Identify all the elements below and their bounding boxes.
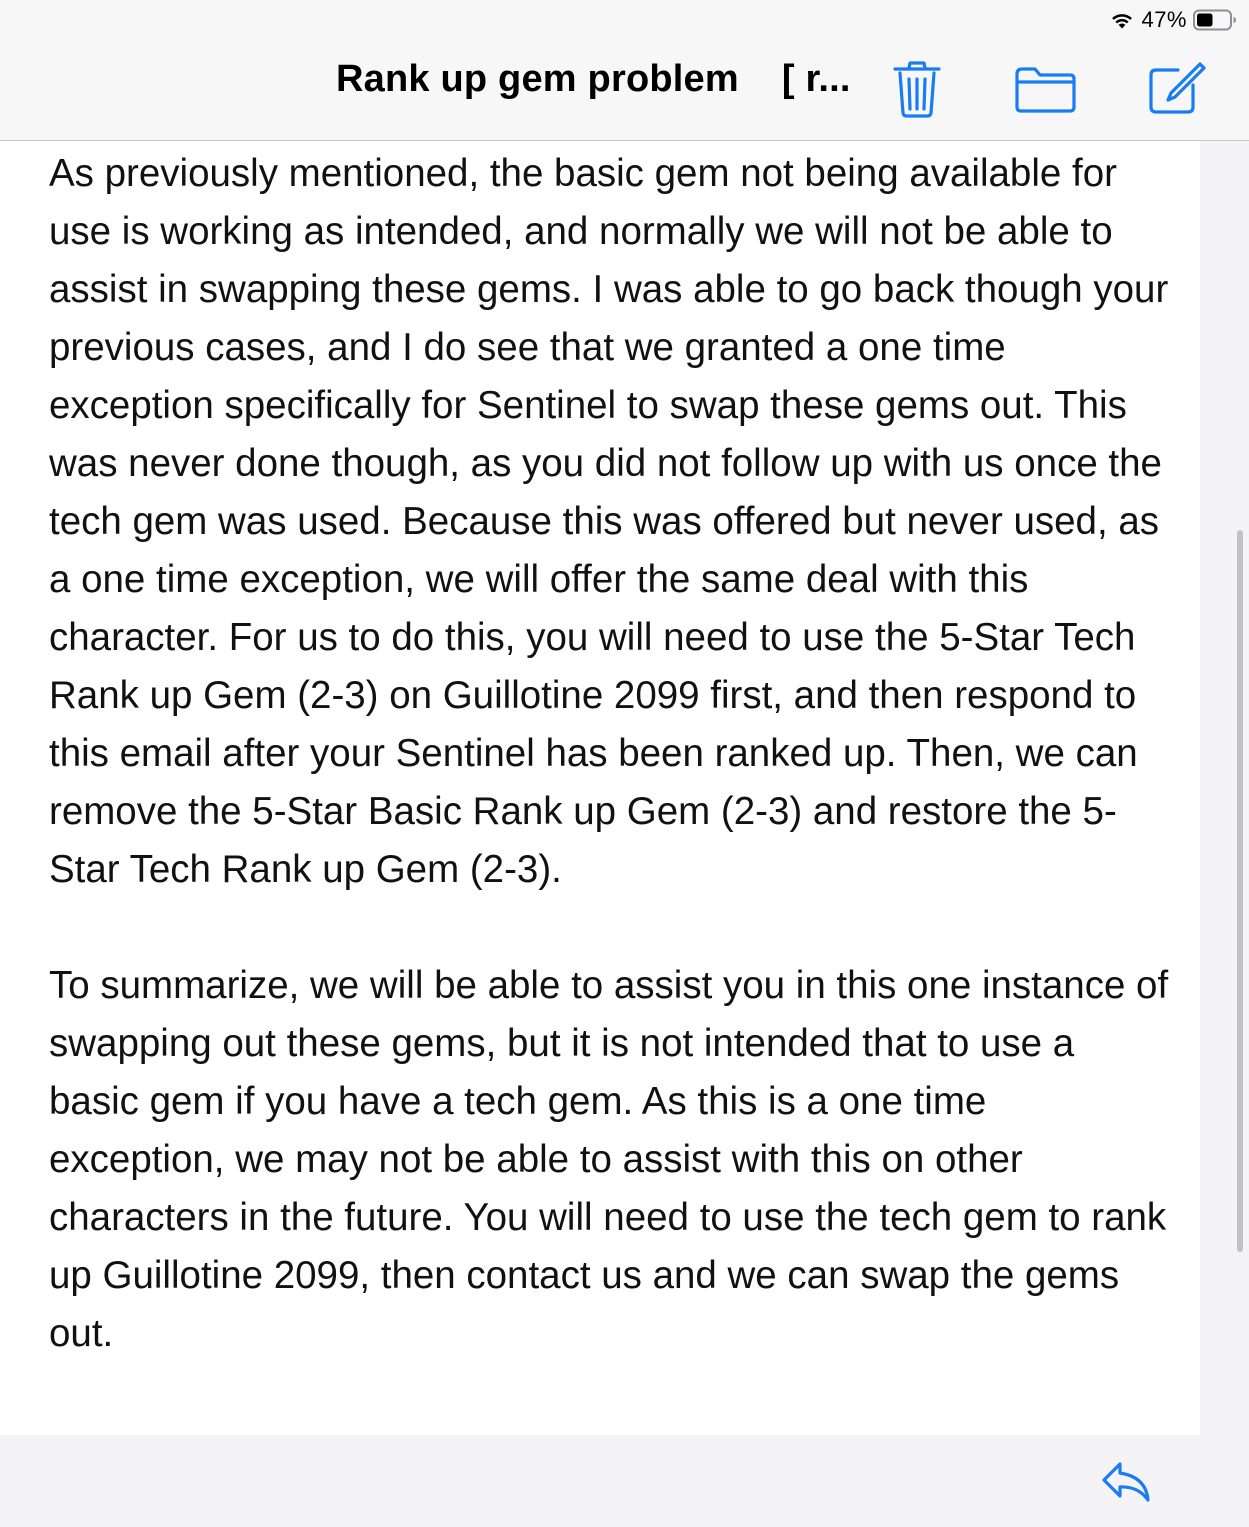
- battery-icon: [1193, 9, 1237, 31]
- bottom-toolbar: [0, 1435, 1200, 1527]
- trash-icon: [889, 59, 945, 119]
- message-subject: Rank up gem problem [ r...: [336, 58, 851, 100]
- compose-icon: [1144, 59, 1206, 119]
- message-header-bar: [0, 40, 1249, 141]
- message-paragraph: To summarize, we will be able to assist you in this one instance of swapping out these gems, but it is not intended that to use a basic gem if you have a tech gem. As this is a one time exception, we may not be able to assist with this on other characters in the future. You will need to use the tech gem to rank up Guillotine 2099, then contact us and we can swap the gems out.: [49, 964, 1169, 1355]
- status-indicators: [1109, 6, 1237, 34]
- wifi-icon: [1109, 10, 1135, 30]
- move-to-folder-button[interactable]: [1012, 56, 1078, 122]
- message-body: [49, 145, 1169, 1421]
- reply-button[interactable]: [1098, 1457, 1154, 1507]
- reply-icon: [1100, 1460, 1152, 1504]
- message-content[interactable]: [0, 141, 1200, 1435]
- status-bar: [0, 0, 1249, 40]
- scrollbar-thumb[interactable]: [1237, 530, 1243, 1252]
- compose-button[interactable]: [1142, 56, 1208, 122]
- trash-button[interactable]: [884, 56, 950, 122]
- folder-icon: [1012, 62, 1078, 116]
- battery-percentage: 47%: [1141, 7, 1187, 32]
- message-paragraph: As previously mentioned, the basic gem not being available for use is working as intended, and normally we will not be able to assist in swapping these gems. I was able to go back though your previous cases, and I do see that we granted a one time exception specifically for Sentinel to swap these gems out. This was never done though, as you did not follow up with us once the tech gem was used. Because this was offered but never used, as a one time exception, we will offer the same deal with this character. For us to do this, you will need to use the 5-Star Tech Rank up Gem (2-3) on Guillotine 2099 first, and then respond to this email after your Sentinel has been ranked up. Then, we can remove the 5-Star Basic Rank up Gem (2-3) and restore the 5-Star Tech Rank up Gem (2-3).: [49, 152, 1169, 891]
